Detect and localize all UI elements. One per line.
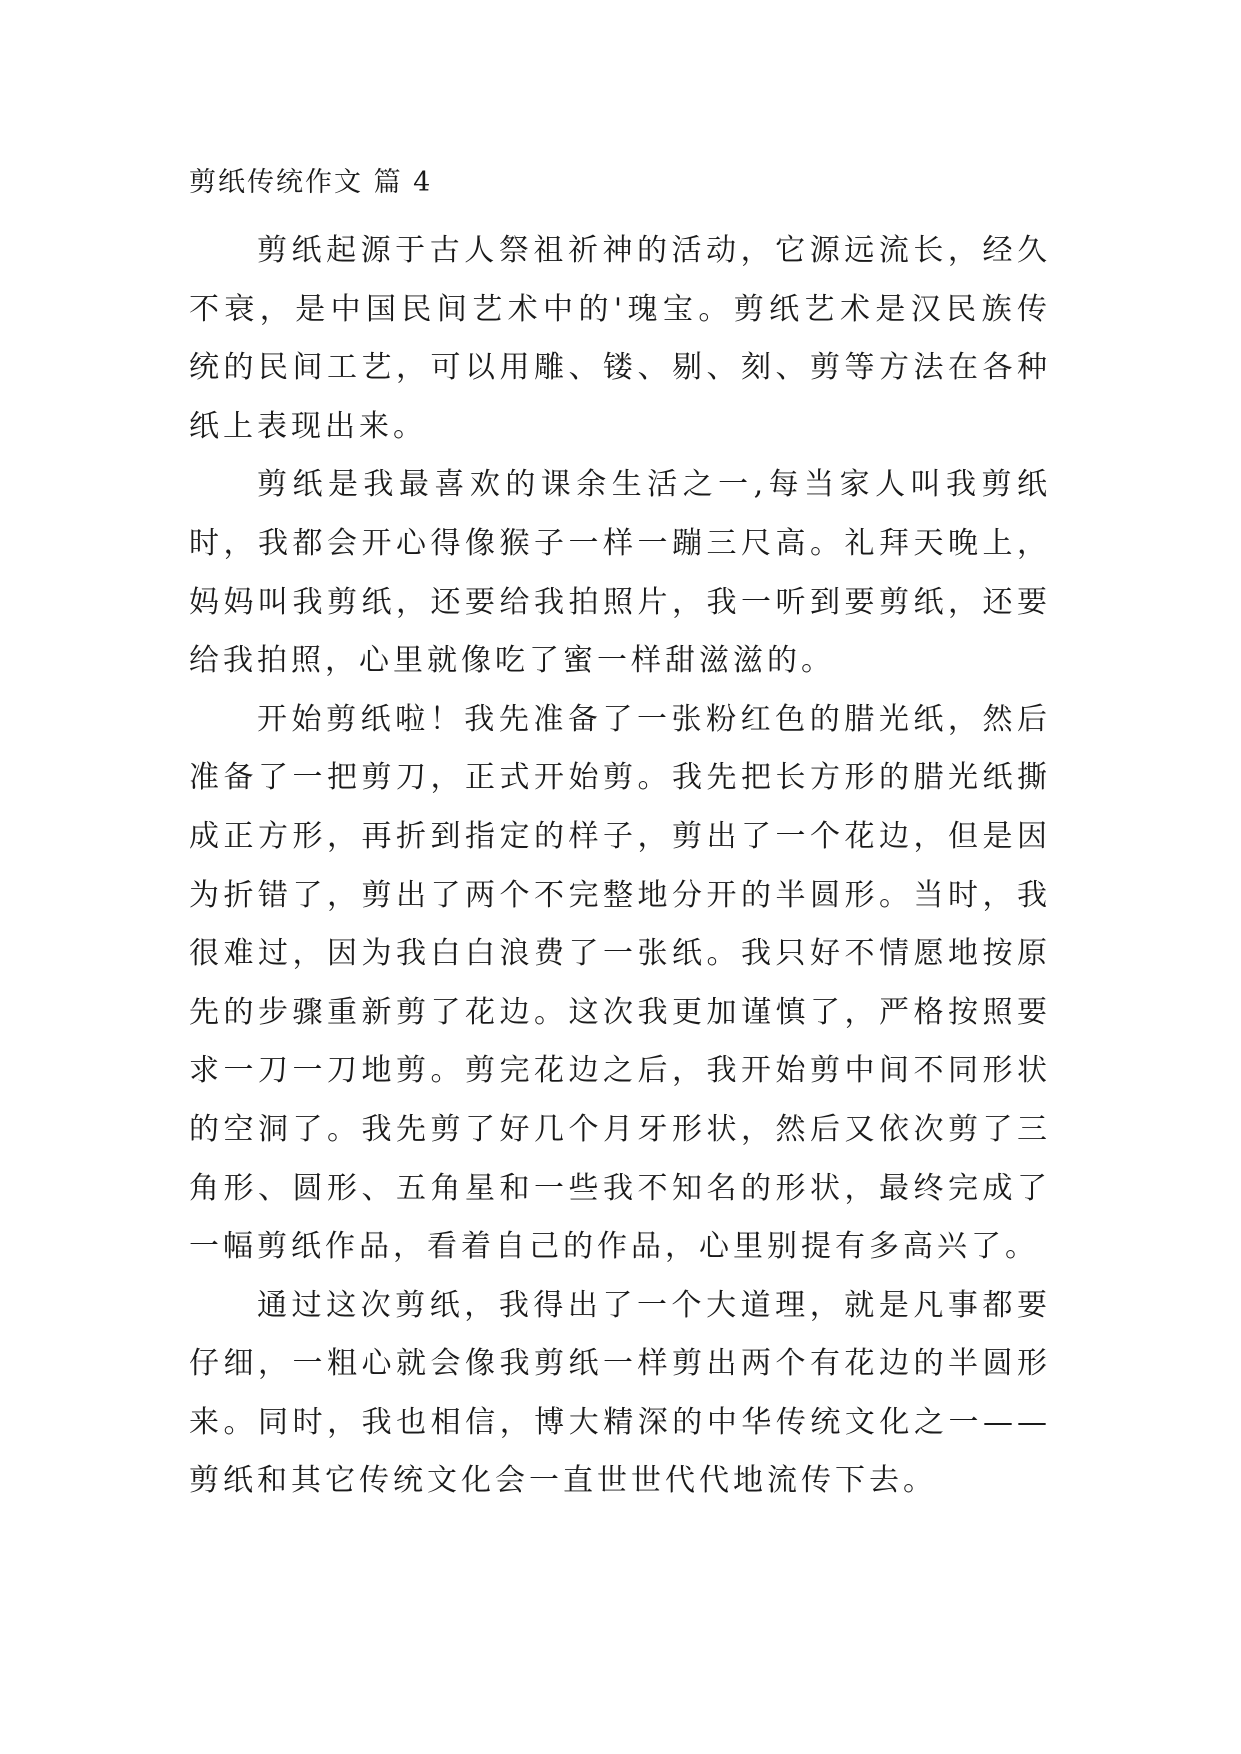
paragraph-hobby: 剪纸是我最喜欢的课余生活之一,每当家人叫我剪纸时，我都会开心得像猴子一样一蹦三尺高。礼拜天晚上，妈妈叫我剪纸，还要给我拍照片，我一听到要剪纸，还要给我拍照，心里就像吃了蜜一样甜滋滋的。 xyxy=(189,467,1051,679)
document-body xyxy=(189,222,1051,1511)
document-title: 剪纸传统作文 篇 4 xyxy=(189,167,433,198)
paragraph-conclusion: 通过这次剪纸，我得出了一个大道理，就是凡事都要仔细，一粗心就会像我剪纸一样剪出两个有花边的半圆形来。同时，我也相信，博大精深的中华传统文化之一——剪纸和其它传统文化会一直世世代代地流传下去。 xyxy=(189,1287,1051,1499)
paragraph-process: 开始剪纸啦！我先准备了一张粉红色的腊光纸，然后准备了一把剪刀，正式开始剪。我先把长方形的腊光纸撕成正方形，再折到指定的样子，剪出了一个花边，但是因为折错了，剪出了两个不完整地分开的半圆形。当时，我很难过，因为我白白浪费了一张纸。我只好不情愿地按原先的步骤重新剪了花边。这次我更加谨慎了，严格按照要求一刀一刀地剪。剪完花边之后，我开始剪中间不同形状的空洞了。我先剪了好几个月牙形状，然后又依次剪了三角形、圆形、五角星和一些我不知名的形状，最终完成了一幅剪纸作品，看着自己的作品，心里别提有多高兴了。 xyxy=(189,701,1051,1265)
paragraph-origin: 剪纸起源于古人祭祖祈神的活动，它源远流长，经久不衰，是中国民间艺术中的'瑰宝。剪纸艺术是汉民族传统的民间工艺，可以用雕、镂、剔、刻、剪等方法在各种纸上表现出来。 xyxy=(189,233,1051,444)
